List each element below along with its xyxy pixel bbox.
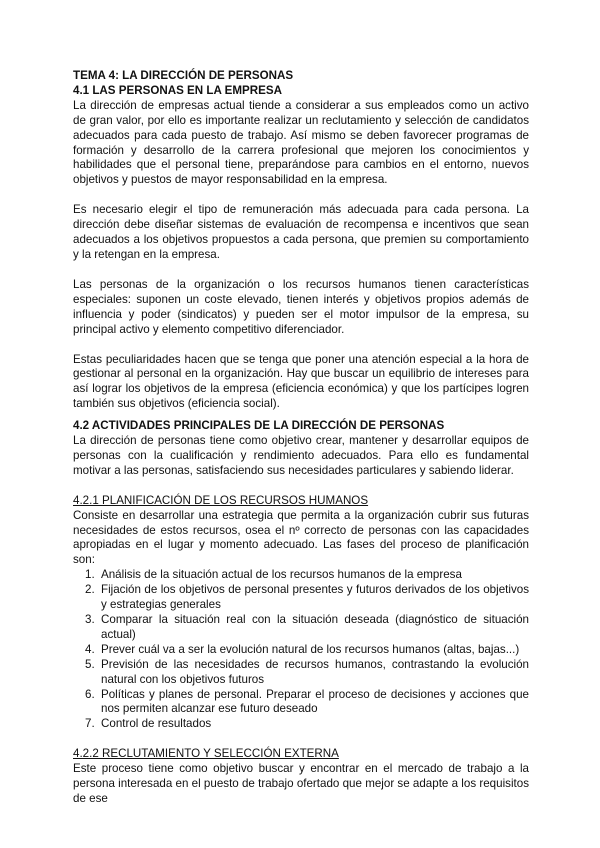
list-number: 2.	[85, 583, 95, 597]
section-gap	[73, 412, 529, 419]
paragraph: Estas peculiaridades hacen que se tenga que poner una atención especial a la hora de gestionar al personal en la organización. Hay que buscar un equilibrio de intereses para así lograr los objetivos de la empresa (eficiencia económica) y que los partícipes logren también sus objetivos (eficiencia social).	[73, 352, 529, 411]
list-number: 7.	[85, 717, 95, 731]
paragraph: Las personas de la organización o los recursos humanos tienen características especiales: suponen un coste elevado, tienen interés y objetivos propios además de influencia y poder (sindicatos) y pueden ser el motor impulsor de la empresa, su principal activo y elemento competitivo diferenciador.	[73, 277, 529, 336]
list-number: 1.	[85, 568, 95, 582]
list-number: 5.	[85, 657, 95, 671]
list-item	[73, 688, 529, 718]
paragraph: La dirección de empresas actual tiende a considerar a sus empleados como un activo de gran valor, por ello es importante realizar un reclutamiento y selección de candidatos adecuados para cada puesto de trabajo. Así mismo se deben favorecer programas de formación y desarrollo de la carrera profesional que mejoren los conocimientos y habilidades que el personal tiene, preparándose para cambios en el entorno, nuevos objetivos y puestos de mayor responsabilidad en la empresa.	[73, 98, 529, 187]
list-item-text: Análisis de la situación actual de los recursos humanos de la empresa	[101, 568, 462, 582]
list-item-text: Comparar la situación real con la situación deseada (diagnóstico de situación actual)	[101, 613, 529, 641]
section-gap	[73, 732, 529, 747]
section-gap	[73, 479, 529, 494]
list-number: 3.	[85, 613, 95, 626]
list-item	[73, 613, 529, 643]
list-item	[73, 717, 529, 732]
paragraph: La dirección de personas tiene como objetivo crear, mantener y desarrollar equipos de personas con la cualificación y rendimiento adecuados. Para ello es fundamental motivar a las personas, satisfaciendo sus necesidades particulares y sabiendo liderar.	[73, 434, 529, 477]
planning-steps-list	[73, 568, 529, 732]
list-number: 4.	[85, 642, 95, 656]
paragraph-gap	[73, 263, 529, 278]
list-item-text: Previsión de las necesidades de recursos humanos, contrastando la evolución natural con los objetivos futuros	[101, 657, 529, 686]
paragraph: Este proceso tiene como objetivo buscar y encontrar en el mercado de trabajo a la persona interesada en el puesto de trabajo ofertado que mejor se adapte a los requisitos de ese	[73, 762, 529, 805]
subsection-heading-4-2-2: 4.2.2 RECLUTAMIENTO Y SELECCIÓN EXTERNA	[73, 747, 339, 761]
paragraph-gap	[73, 188, 529, 203]
paragraph: Consiste en desarrollar una estrategia que permita a la organización cubrir sus futuras necesidades de estos recursos, osea el nº correcto de personas con las capacidades apropiadas en el lugar y momento adecuado. Las fases del proceso de planificación son:	[73, 508, 529, 567]
list-item-text: Control de resultados	[101, 717, 212, 731]
list-item	[73, 583, 529, 613]
list-item	[73, 643, 529, 658]
subsection-heading-4-2-1: 4.2.1 PLANIFICACIÓN DE LOS RECURSOS HUMANOS	[73, 493, 369, 507]
list-item-text: Políticas y planes de personal. Preparar el proceso de decisiones y acciones que nos permiten alcanzar ese futuro deseado	[101, 687, 529, 716]
section-heading-4-1: 4.1 LAS PERSONAS EN LA EMPRESA	[73, 83, 282, 97]
list-item	[73, 658, 529, 688]
paragraph-gap	[73, 338, 529, 353]
list-number: 6.	[85, 687, 95, 701]
paragraph: Es necesario elegir el tipo de remuneración más adecuada para cada persona. La dirección debe diseñar sistemas de evaluación de recompensa e incentivos que sean adecuados a los objetivos propuestos a cada persona, que premien su comportamiento y la retengan en la empresa.	[73, 203, 529, 261]
section-heading-4-2: 4.2 ACTIVIDADES PRINCIPALES DE LA DIRECCIÓN DE PERSONAS	[73, 419, 445, 433]
document-title: TEMA 4: LA DIRECCIÓN DE PERSONAS	[73, 69, 294, 82]
list-item-text: Fijación de los objetivos de personal presentes y futuros derivados de los objetivos y estrategias generales	[101, 583, 529, 612]
list-item	[73, 568, 529, 583]
document-content	[73, 69, 529, 807]
list-item-text: Prever cuál va a ser la evolución natural de los recursos humanos (altas, bajas...)	[101, 642, 520, 656]
